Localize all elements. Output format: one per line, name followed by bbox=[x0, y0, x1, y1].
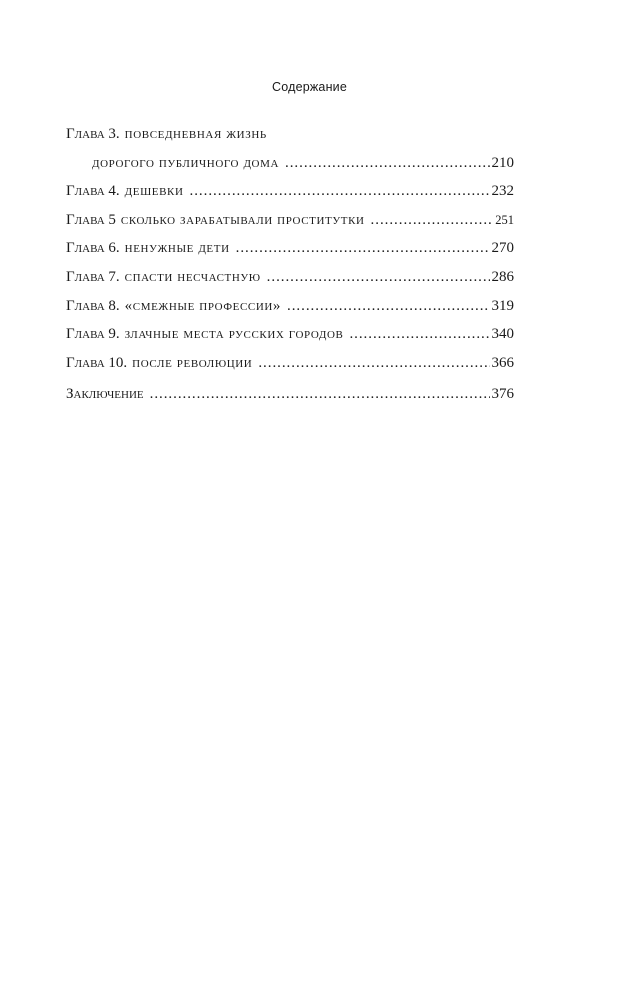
chapter-number: Глава 8. bbox=[66, 297, 120, 314]
conclusion-title: Заключение bbox=[66, 386, 144, 403]
dot-leader bbox=[371, 206, 494, 235]
dot-leader bbox=[285, 149, 489, 178]
chapter-number: Глава 10. bbox=[66, 354, 128, 371]
page-number: 340 bbox=[491, 326, 514, 343]
chapter-title: спасти несчастную bbox=[124, 268, 261, 285]
chapter-title-continued: дорогого публичного дома bbox=[92, 154, 280, 171]
chapter-title: после революции bbox=[132, 354, 253, 371]
table-of-contents bbox=[66, 120, 514, 409]
toc-entry-conclusion[interactable] bbox=[66, 380, 514, 409]
chapter-number: Глава 5 bbox=[66, 211, 116, 228]
dot-leader bbox=[236, 234, 490, 263]
dot-leader bbox=[258, 349, 489, 378]
chapter-title: злачные места русских городов bbox=[124, 326, 344, 343]
toc-entry-chapter-3[interactable] bbox=[66, 120, 514, 149]
toc-entry-chapter-3-continued[interactable] bbox=[66, 149, 514, 178]
dot-leader bbox=[190, 177, 490, 206]
toc-entry-chapter-10[interactable] bbox=[66, 349, 514, 378]
chapter-number: Глава 7. bbox=[66, 268, 120, 285]
chapter-title: дешевки bbox=[124, 183, 184, 200]
page-number: 251 bbox=[495, 212, 514, 227]
page-number: 232 bbox=[491, 183, 514, 200]
chapter-title: сколько зарабатывали проститутки bbox=[120, 211, 365, 228]
chapter-title: «смежные профессии» bbox=[124, 297, 282, 314]
dot-leader bbox=[287, 292, 489, 321]
chapter-number: Глава 9. bbox=[66, 326, 120, 343]
dot-leader bbox=[150, 380, 490, 409]
page-number: 270 bbox=[491, 240, 514, 257]
chapter-title: ненужные дети bbox=[124, 240, 230, 257]
page-number: 319 bbox=[491, 297, 514, 314]
toc-entry-chapter-7[interactable] bbox=[66, 263, 514, 292]
chapter-number: Глава 6. bbox=[66, 240, 120, 257]
page-number: 366 bbox=[491, 354, 514, 371]
chapter-number: Глава 4. bbox=[66, 183, 120, 200]
toc-entry-chapter-6[interactable] bbox=[66, 234, 514, 263]
running-head-title: Содержание bbox=[271, 80, 348, 94]
toc-entry-chapter-4[interactable] bbox=[66, 177, 514, 206]
dot-leader bbox=[349, 320, 489, 349]
chapter-number: Глава 3. bbox=[66, 126, 120, 142]
toc-entry-chapter-5[interactable] bbox=[66, 206, 514, 235]
dot-leader bbox=[267, 263, 490, 292]
toc-entry-chapter-9[interactable] bbox=[66, 320, 514, 349]
page-number: 376 bbox=[491, 386, 514, 403]
page-number: 210 bbox=[491, 154, 514, 171]
toc-entry-chapter-8[interactable] bbox=[66, 292, 514, 321]
chapter-title: повседневная жизнь bbox=[124, 126, 267, 142]
page-number: 286 bbox=[491, 268, 514, 285]
